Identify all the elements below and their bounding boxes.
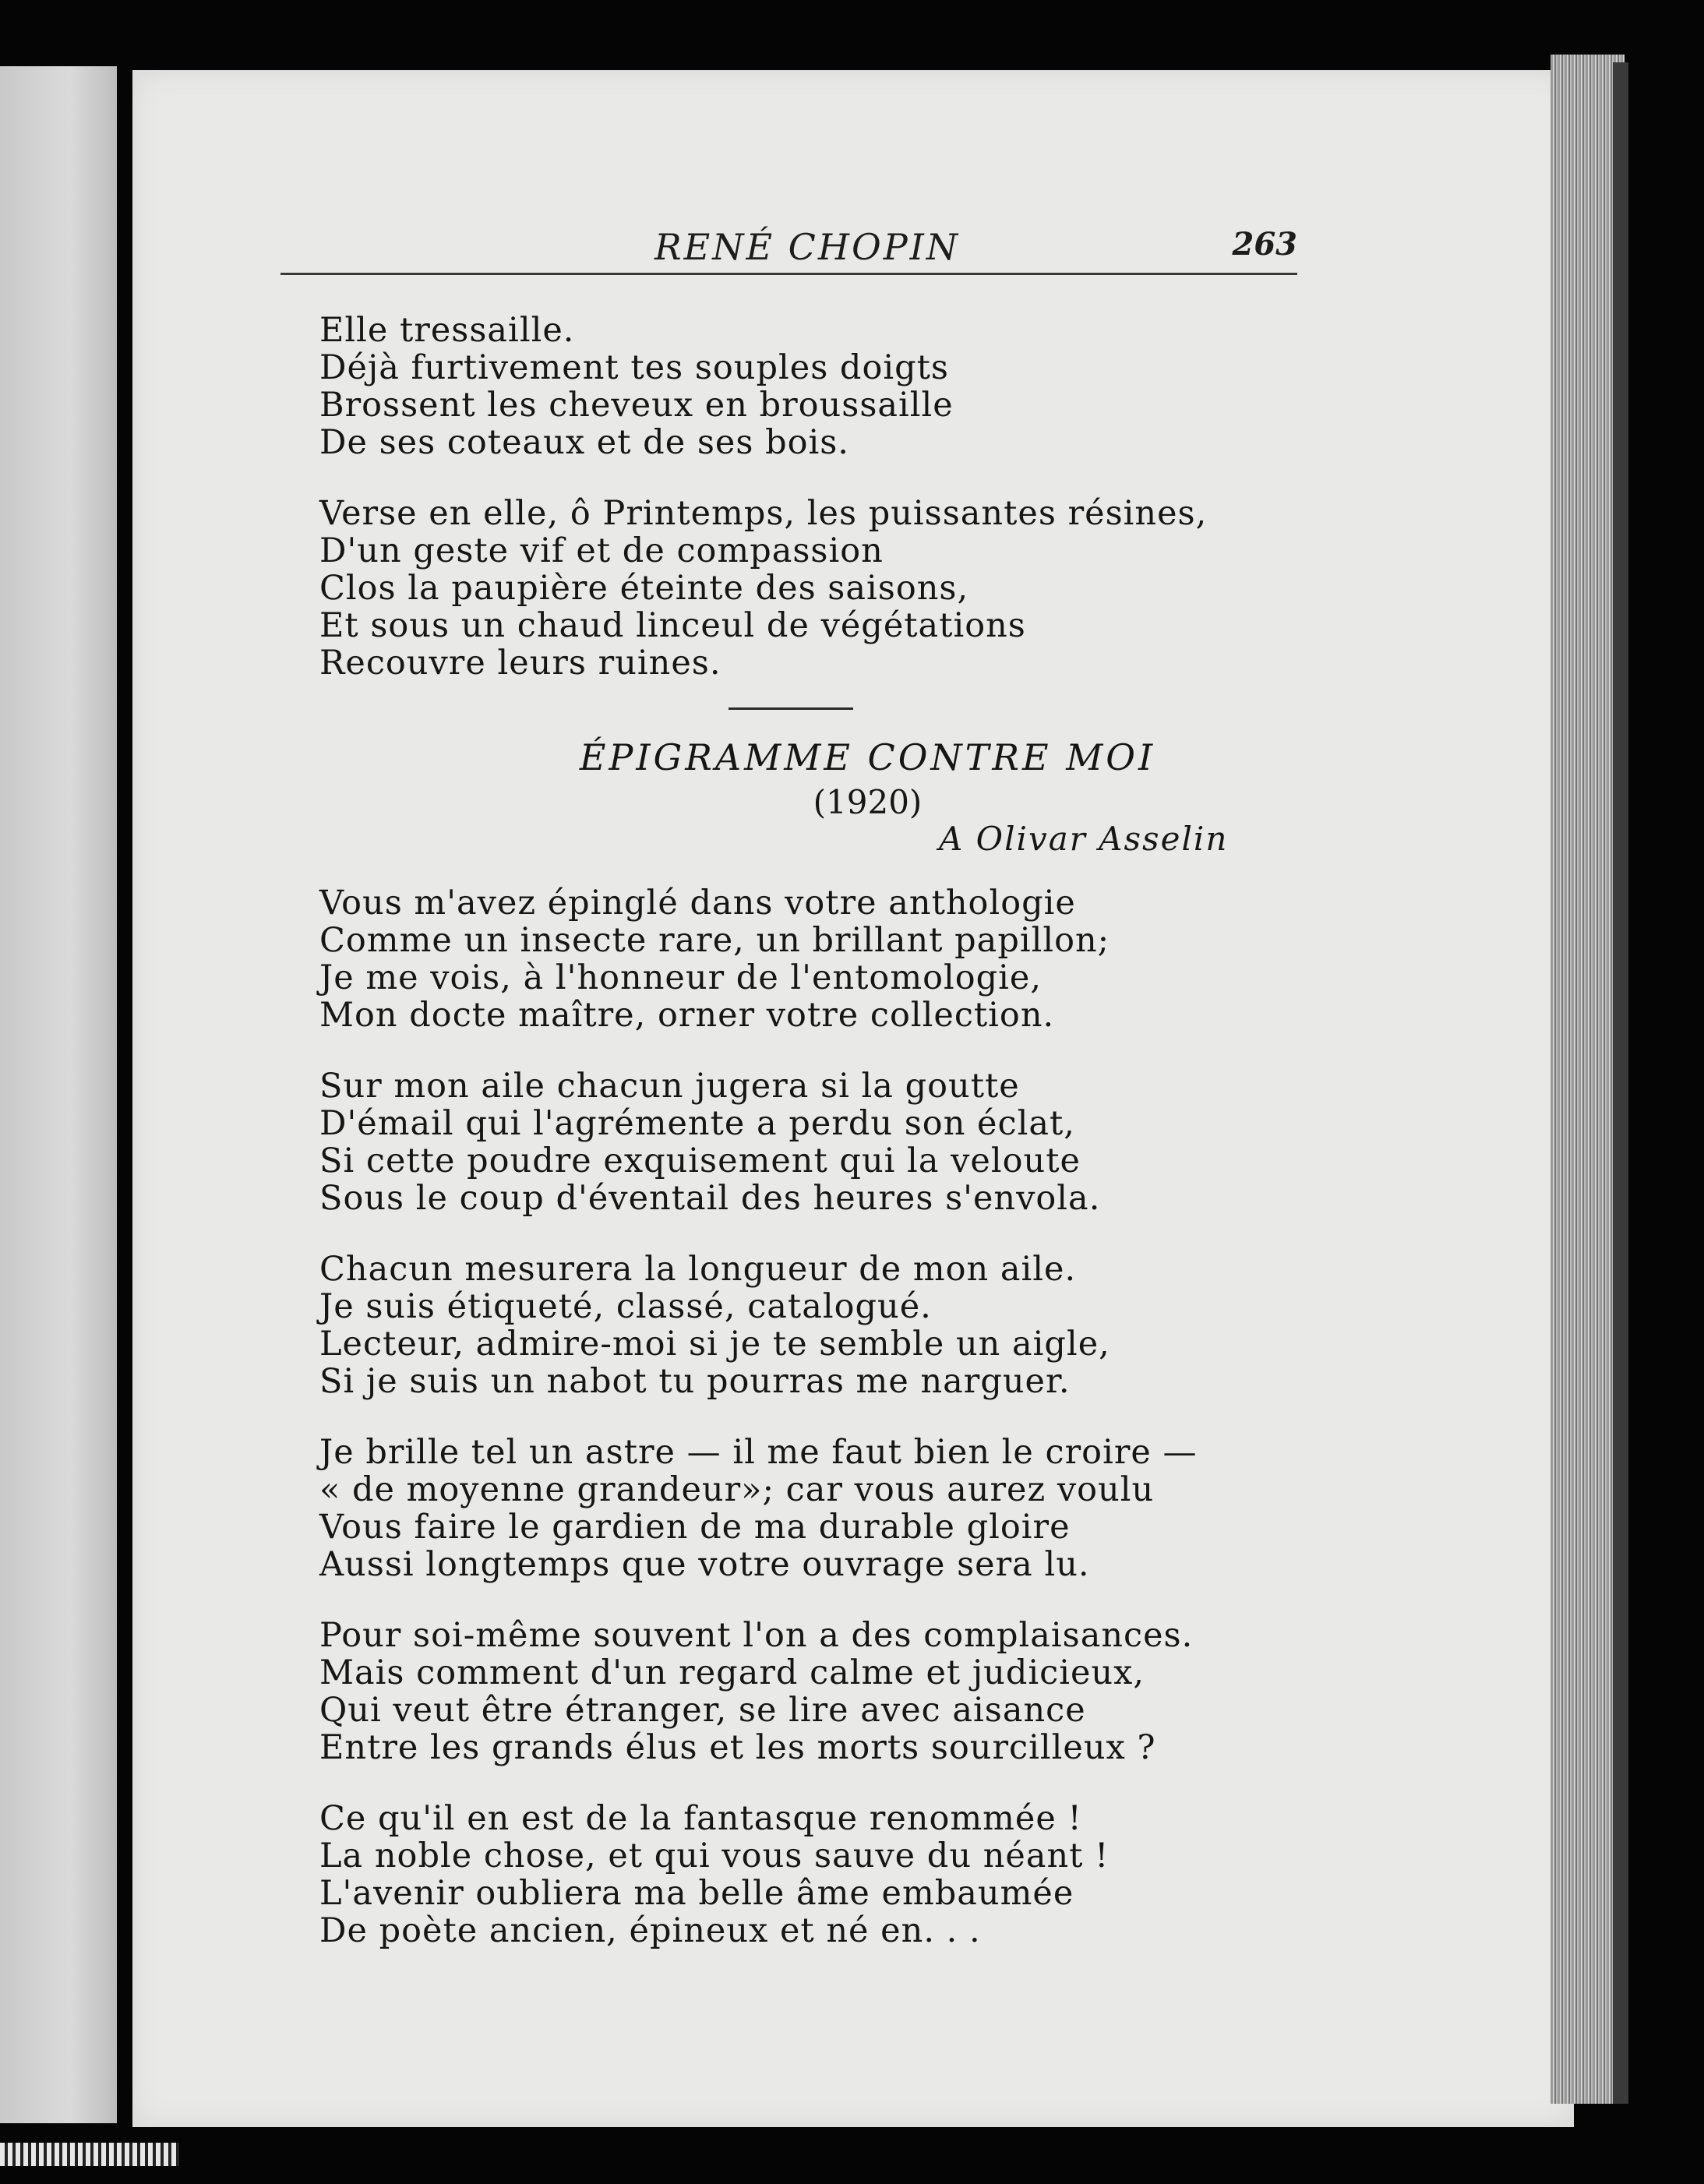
verse-line: D'un geste vif et de compassion (319, 531, 884, 570)
stanza-1 (319, 312, 954, 461)
verse-line: Lecteur, admire-moi si je te semble un aigle, (319, 1325, 1110, 1364)
stanza-6 (319, 1434, 1198, 1583)
verse-line: Ce qu'il en est de la fantasque renommée ! (319, 1799, 1082, 1838)
verse-line: Elle tressaille. (319, 311, 575, 350)
verse-line: Sous le coup d'éventail des heures s'envola. (319, 1179, 1101, 1218)
poem-title: ÉPIGRAMME CONTRE MOI (579, 736, 1156, 778)
running-head-title: RENÉ CHOPIN (654, 226, 961, 268)
verse-line: Qui veut être étranger, se lire avec aisance (319, 1691, 1086, 1730)
verse-line: Vous m'avez épinglé dans votre anthologie (319, 884, 1076, 923)
stanza-3 (319, 884, 1110, 1034)
stanza-8 (319, 1800, 1109, 1949)
verse-line: De poète ancien, épineux et né en. . . (319, 1911, 981, 1950)
page-edge-shadow (1613, 62, 1628, 2104)
stanza-4 (319, 1067, 1100, 1217)
verse-line: Je me vois, à l'honneur de l'entomologie, (319, 958, 1043, 997)
poem-dedication: A Olivar Asselin (939, 820, 1229, 858)
verse-line: Clos la paupière éteinte des saisons, (319, 569, 969, 608)
verse-line: Comme un insecte rare, un brillant papillon; (319, 921, 1110, 960)
verse-line: La noble chose, et qui vous sauve du néant ! (319, 1836, 1110, 1875)
verse-line: Je brille tel un astre — il me faut bien le croire — (319, 1433, 1198, 1472)
binding-stripes (0, 2143, 179, 2166)
verse-line: Recouvre leurs ruines. (319, 644, 721, 683)
verse-line: De ses coteaux et de ses bois. (319, 423, 849, 462)
running-head (280, 226, 1297, 275)
page-number: 263 (1232, 226, 1297, 263)
verse-line: Sur mon aile chacun jugera si la goutte (319, 1067, 1020, 1106)
verse-line: Mon docte maître, orner votre collection. (319, 996, 1055, 1035)
section-divider (729, 707, 853, 710)
verse-line: Déjà furtivement tes souples doigts (319, 348, 949, 387)
verse-line: Aussi longtemps que votre ouvrage sera lu. (319, 1545, 1090, 1584)
verse-line: Vous faire le gardien de ma durable gloire (319, 1508, 1071, 1547)
stanza-7 (319, 1617, 1193, 1766)
verse-line: Pour soi-même souvent l'on a des complaisances. (319, 1616, 1194, 1655)
verse-line: Si je suis un nabot tu pourras me narguer. (319, 1362, 1071, 1401)
verse-line: « de moyenne grandeur»; car vous aurez voulu (319, 1470, 1155, 1509)
verse-line: Mais comment d'un regard calme et judicieux, (319, 1653, 1145, 1692)
verse-line: Et sous un chaud linceul de végétations (319, 606, 1026, 645)
verse-line: Brossent les cheveux en broussaille (319, 386, 954, 425)
stanza-2 (319, 495, 1207, 682)
verse-line: Chacun mesurera la longueur de mon aile. (319, 1250, 1077, 1289)
poem-year: (1920) (813, 783, 923, 821)
verse-line: Si cette poudre exquisement qui la veloute (319, 1141, 1081, 1180)
verse-line: Verse en elle, ô Printemps, les puissantes résines, (319, 494, 1208, 533)
verse-line: Entre les grands élus et les morts sourcilleux ? (319, 1728, 1156, 1767)
verse-line: L'avenir oubliera ma belle âme embaumée (319, 1874, 1074, 1913)
previous-page-edge (0, 66, 117, 2123)
verse-line: Je suis étiqueté, classé, catalogué. (319, 1287, 932, 1326)
verse-line: D'émail qui l'agrémente a perdu son éclat, (319, 1104, 1075, 1143)
stanza-5 (319, 1251, 1110, 1400)
